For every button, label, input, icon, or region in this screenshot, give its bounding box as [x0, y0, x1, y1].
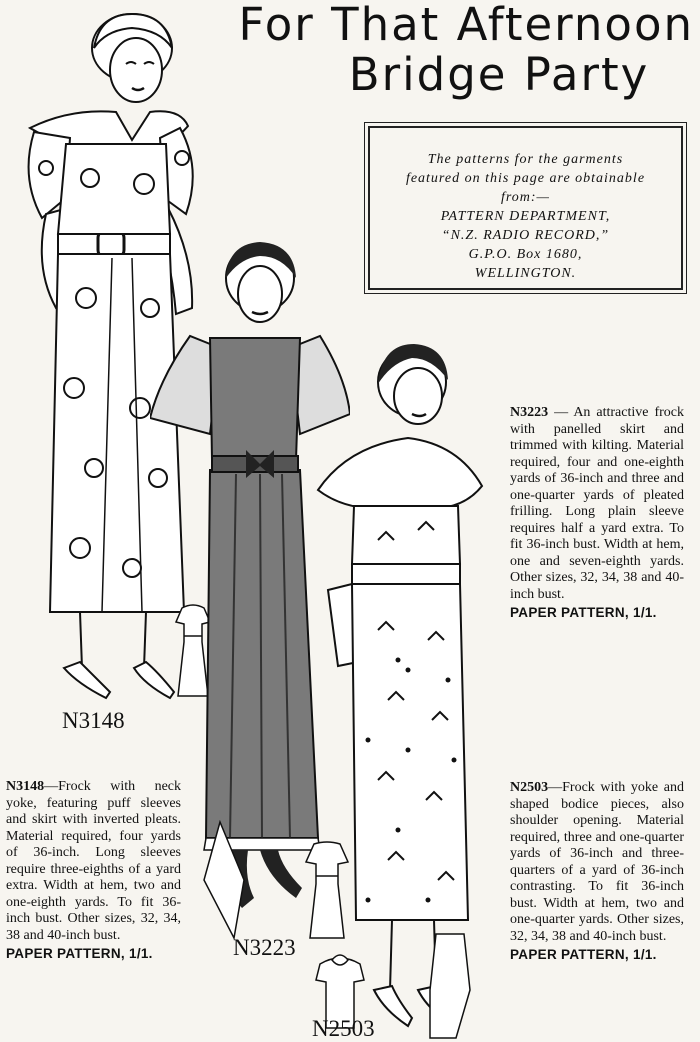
pattern-department-box	[364, 122, 687, 294]
description-n2503-body: —Frock with yoke and shaped bodice pieces, also shoulder opening. Material required, three and one-quarter yards of 36-inch and three-quarters of a yard of 36-inch contrasting. To fit 36-inch bust. Width at hem, two and one-quarter yards. Other sizes, 32, 34, 38 and 40-inch bust.	[510, 780, 684, 944]
description-n3223-body: — An attractive frock with panelled skirt and trimmed with kilting. Material required, four and one-eighth yards of 36-inch and three and one-quarter yards of pleated frilling. Long plain sleeve requires half a yard extra. To fit 36-inch bust. Width at hem, one and seven-eighth yards. Other sizes, 32, 34, 38 and 40-inch bust.	[510, 405, 684, 602]
figure-n2503-illustration	[308, 340, 488, 1032]
info-intro: The patterns for the garments featured on this page are obtainable	[405, 152, 646, 186]
page-title	[224, 0, 694, 100]
title-line-2: Bridge Party	[348, 48, 650, 101]
description-n3148	[6, 779, 181, 963]
price-n3148: PAPER PATTERN, 1/1.	[6, 946, 153, 961]
title-line-1: For That Afternoon	[238, 0, 694, 51]
info-from: from:—	[500, 190, 551, 205]
pattern-code-n2503: N2503	[312, 1016, 375, 1041]
price-n3223: PAPER PATTERN, 1/1.	[510, 605, 657, 620]
figure-n2503-sleeve-sketch	[420, 930, 480, 1040]
description-n3223-code: N3223	[510, 405, 549, 420]
info-paper: “N.Z. RADIO RECORD,”	[441, 228, 610, 243]
figure-n3223-side-sketch	[200, 820, 260, 940]
pattern-code-n3148: N3148	[62, 708, 125, 733]
pattern-code-n3223: N3223	[233, 935, 296, 960]
info-box-number: G.P.O. Box 1680,	[468, 247, 583, 262]
description-n3148-code: N3148	[6, 779, 45, 794]
description-n3223	[510, 405, 684, 622]
pattern-department-box-inner	[368, 126, 683, 290]
description-n3148-body: —Frock with neck yoke, featuring puff sleeves and skirt with inverted pleats. Material required, four yards of 36-inch. Long sleeves require three-eighths of a yard extra. Width at hem, two and one-eighth yards. To fit 36-inch bust. Other sizes, 32, 34, 38 and 40-inch bust.	[6, 779, 181, 943]
info-city: WELLINGTON.	[474, 266, 577, 281]
description-n2503	[510, 780, 684, 964]
info-department: PATTERN DEPARTMENT,	[440, 209, 611, 224]
price-n2503: PAPER PATTERN, 1/1.	[510, 947, 657, 962]
description-n2503-code: N2503	[510, 780, 549, 795]
